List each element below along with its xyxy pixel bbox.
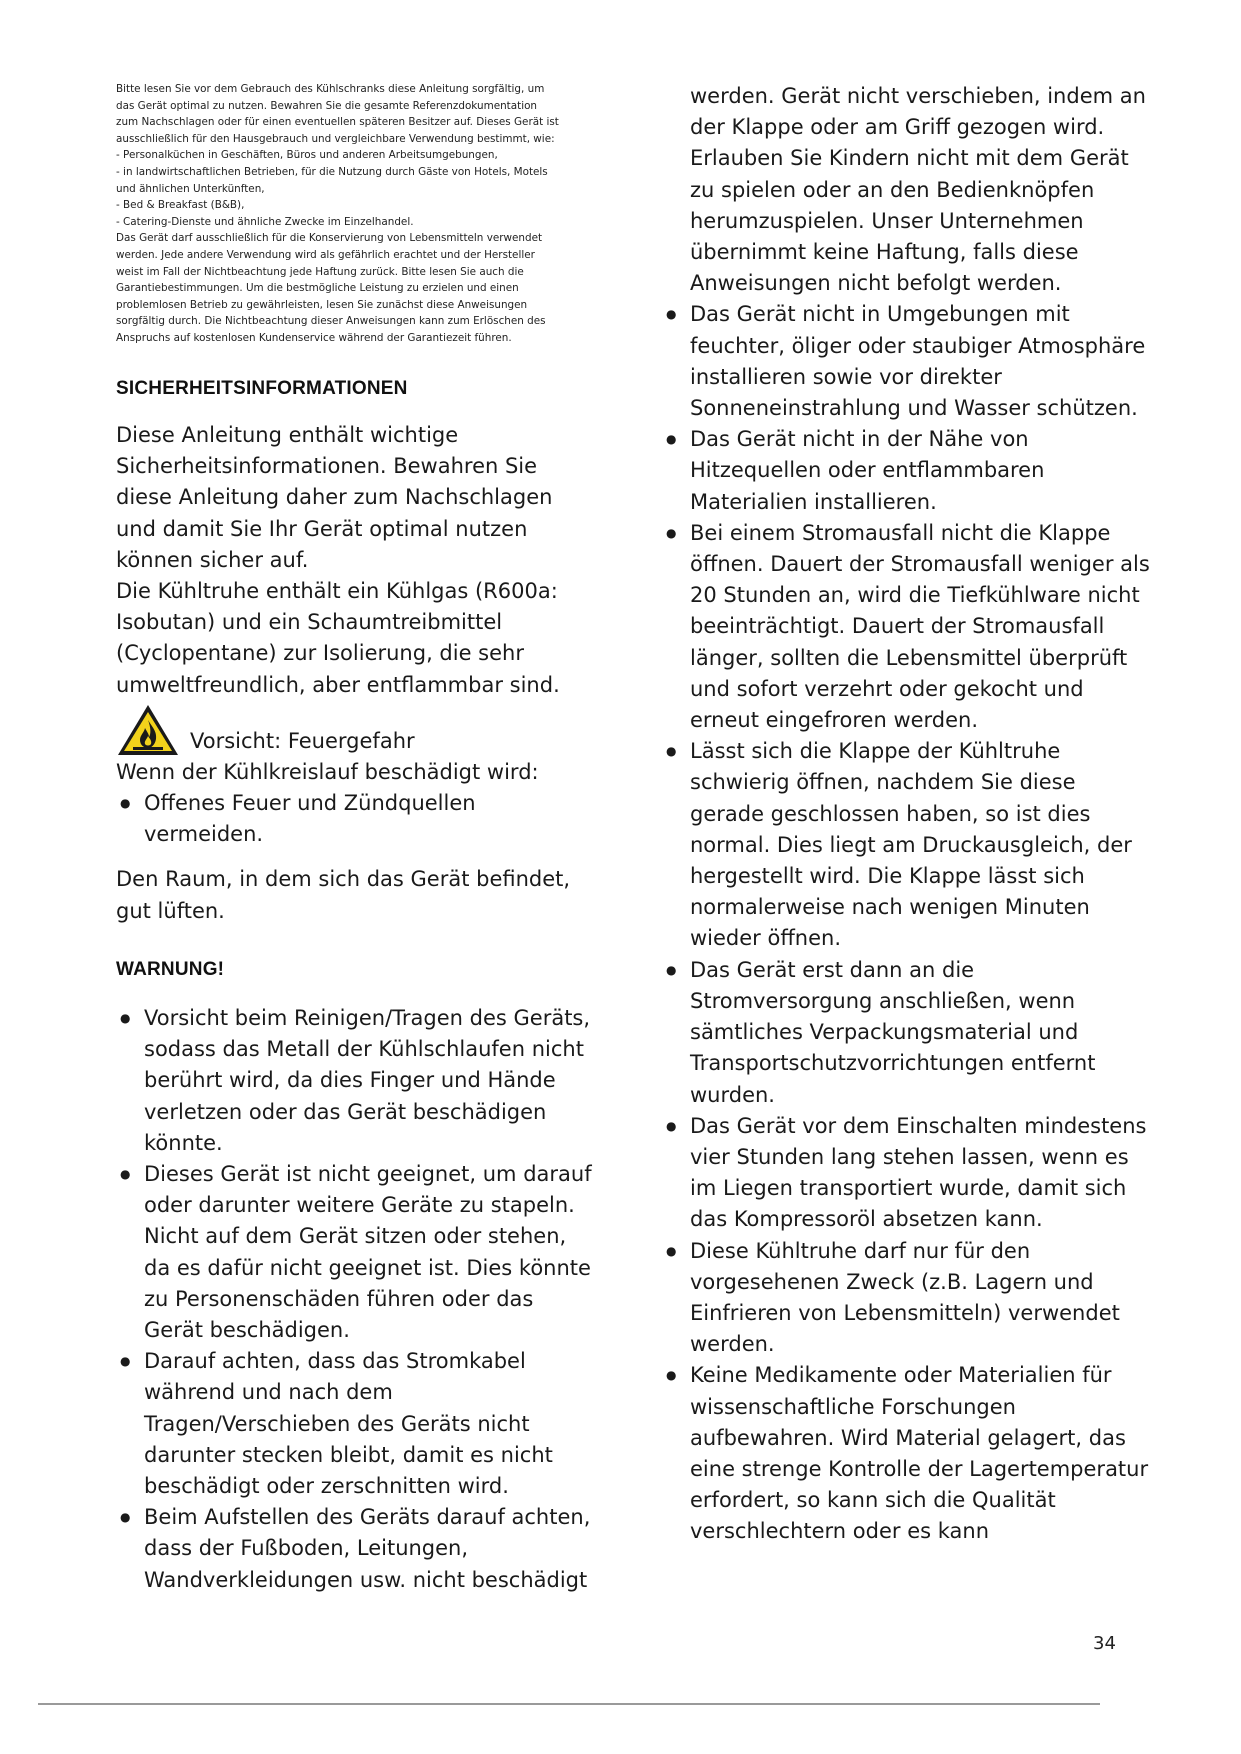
- intro-line: weist im Fall der Nichtbeachtung jede Haftung zurück. Bitte lesen Sie auch die: [116, 265, 524, 278]
- intro-line: Garantiebestimmungen. Um die bestmögliche Leistung zu erzielen und einen: [116, 282, 519, 295]
- right-column: [662, 81, 1152, 1548]
- circuit-damage-text: Wenn der Kühlkreislauf beschädigt wird:: [116, 759, 539, 784]
- intro-line: - in landwirtschaftlichen Betrieben, für die Nutzung durch Gäste von Hotels, Motels: [116, 165, 548, 178]
- fire-hazard-icon: [116, 703, 180, 757]
- safety-paragraph: Die Kühltruhe enthält ein Kühlgas (R600a: Isobutan) und ein Schaumtreibmittel (Cyclopentane) zur Isolierung, die sehr umweltfreundlich, aber entflammbar sind.: [116, 579, 560, 697]
- intro-line: problemlosen Betrieb zu gewährleisten, lesen Sie zunächst diese Anweisungen: [116, 298, 528, 311]
- list-item: ● Das Gerät erst dann an die Stromversorgung anschließen, wenn sämtliches Verpackungsmaterial und Transportschutzvorrichtungen entfernt wurden.: [662, 955, 1152, 1111]
- intro-paragraph: [116, 81, 596, 347]
- intro-line: Anspruchs auf kostenlosen Kundenservice während der Garantiezeit führen.: [116, 331, 512, 344]
- list-item: ● Diese Kühltruhe darf nur für den vorgesehenen Zweck (z.B. Lagern und Einfrieren von Lebensmitteln) verwendet werden.: [662, 1236, 1152, 1361]
- list-item: ● Das Gerät nicht in Umgebungen mit feuchter, öliger oder staubiger Atmosphäre installieren sowie vor direkter Sonneneinstrahlung und Wasser schützen.: [662, 299, 1152, 424]
- page-number: 34: [1093, 1633, 1116, 1654]
- list-item: ● Lässt sich die Klappe der Kühltruhe schwierig öffnen, nachdem Sie diese gerade geschlossen haben, so ist dies normal. Dies liegt am Druckausgleich, der hergestellt wird. Die Klappe lässt sich normalerweise nach wenigen Minuten wieder öffnen.: [662, 736, 1152, 954]
- safety-paragraph: Diese Anleitung enthält wichtige Sicherheitsinformationen. Bewahren Sie diese Anleitung daher zum Nachschlagen und damit Sie Ihr Gerät optimal nutzen können sicher auf.: [116, 423, 553, 572]
- intro-line: werden. Jede andere Verwendung wird als gefährlich erachtet und der Hersteller: [116, 248, 535, 261]
- list-item: ● Das Gerät vor dem Einschalten mindestens vier Stunden lang stehen lassen, wenn es im Liegen transportiert wurde, damit sich das Kompressoröl absetzen kann.: [662, 1111, 1152, 1236]
- list-item: ● Vorsicht beim Reinigen/Tragen des Geräts, sodass das Metall der Kühlschlaufen nicht berührt wird, da dies Finger und Hände verletzen oder das Gerät beschädigen könnte.: [116, 1003, 596, 1159]
- safety-section: [116, 420, 596, 927]
- list-item: ● Beim Aufstellen des Geräts darauf achten, dass der Fußboden, Leitungen, Wandverkleidungen usw. nicht beschädigt: [116, 1502, 596, 1596]
- right-list: [662, 299, 1152, 1547]
- intro-line: Bitte lesen Sie vor dem Gebrauch des Kühlschranks diese Anleitung sorgfältig, um: [116, 83, 545, 95]
- caution-row: [116, 703, 596, 757]
- list-item: ● Das Gerät nicht in der Nähe von Hitzequellen oder entflammbaren Materialien installieren.: [662, 424, 1152, 518]
- intro-line: ausschließlich für den Hausgebrauch und vergleichbare Verwendung bestimmt, wie:: [116, 132, 555, 145]
- intro-line: - Personalküchen in Geschäften, Büros und anderen Arbeitsumgebungen,: [116, 149, 498, 162]
- intro-line: Das Gerät darf ausschließlich für die Konservierung von Lebensmitteln verwendet: [116, 232, 543, 245]
- list-item: ● Darauf achten, dass das Stromkabel während und nach dem Tragen/Verschieben des Geräts nicht darunter stecken bleibt, damit es nicht beschädigt oder zerschnitten wird.: [116, 1346, 596, 1502]
- intro-line: und ähnlichen Unterkünften,: [116, 182, 265, 195]
- list-item: ● Bei einem Stromausfall nicht die Klappe öffnen. Dauert der Stromausfall weniger als 20 Stunden an, wird die Tiefkühlware nicht beeinträchtigt. Dauert der Stromausfall länger, sollten die Lebensmittel überprüft und sofort verzehrt oder gekocht und erneut eingefroren werden.: [662, 518, 1152, 736]
- warning-section: [116, 1003, 596, 1596]
- intro-line: - Catering-Dienste und ähnliche Zwecke im Einzelhandel.: [116, 215, 414, 228]
- continuation-text: werden. Gerät nicht verschieben, indem an der Klappe oder am Griff gezogen wird. Erlauben Sie Kindern nicht mit dem Gerät zu spielen oder an den Bedienknöpfen herumzuspielen. Unser Unternehmen übernimmt keine Haftung, falls diese Anweisungen nicht befolgt werden.: [690, 84, 1146, 296]
- intro-line: das Gerät optimal zu nutzen. Bewahren Sie die gesamte Referenzdokumentation: [116, 99, 538, 112]
- warning-list: [116, 1003, 596, 1596]
- intro-line: zum Nachschlagen oder für einen eventuellen späteren Besitzer auf. Dieses Gerät ist: [116, 116, 559, 129]
- list-item: ● Offenes Feuer und Zündquellen vermeiden.: [116, 788, 596, 850]
- intro-line: sorgfältig durch. Die Nichtbeachtung dieser Anweisungen kann zum Erlöschen des: [116, 315, 546, 328]
- safety-heading: SICHERHEITSINFORMATIONEN: [116, 378, 408, 399]
- ventilate-text: Den Raum, in dem sich das Gerät befindet, gut lüften.: [116, 867, 571, 923]
- warning-heading: WARNUNG!: [116, 959, 225, 980]
- caution-text: Vorsicht: Feuergefahr: [190, 728, 415, 753]
- list-item: ● Keine Medikamente oder Materialien für wissenschaftliche Forschungen aufbewahren. Wird Material gelagert, das eine strenge Kontrolle der Lagertemperatur erfordert, so kann sich die Qualität verschlechtern oder es kann: [662, 1360, 1152, 1547]
- safety-bullets: [116, 788, 596, 850]
- footer-divider: [38, 1703, 1100, 1705]
- list-item: ● Dieses Gerät ist nicht geeignet, um darauf oder darunter weitere Geräte zu stapeln. Nicht auf dem Gerät sitzen oder stehen, da es dafür nicht geeignet ist. Dies könnte zu Personenschäden führen oder das Gerät beschädigen.: [116, 1159, 596, 1346]
- intro-line: - Bed & Breakfast (B&B),: [116, 199, 245, 212]
